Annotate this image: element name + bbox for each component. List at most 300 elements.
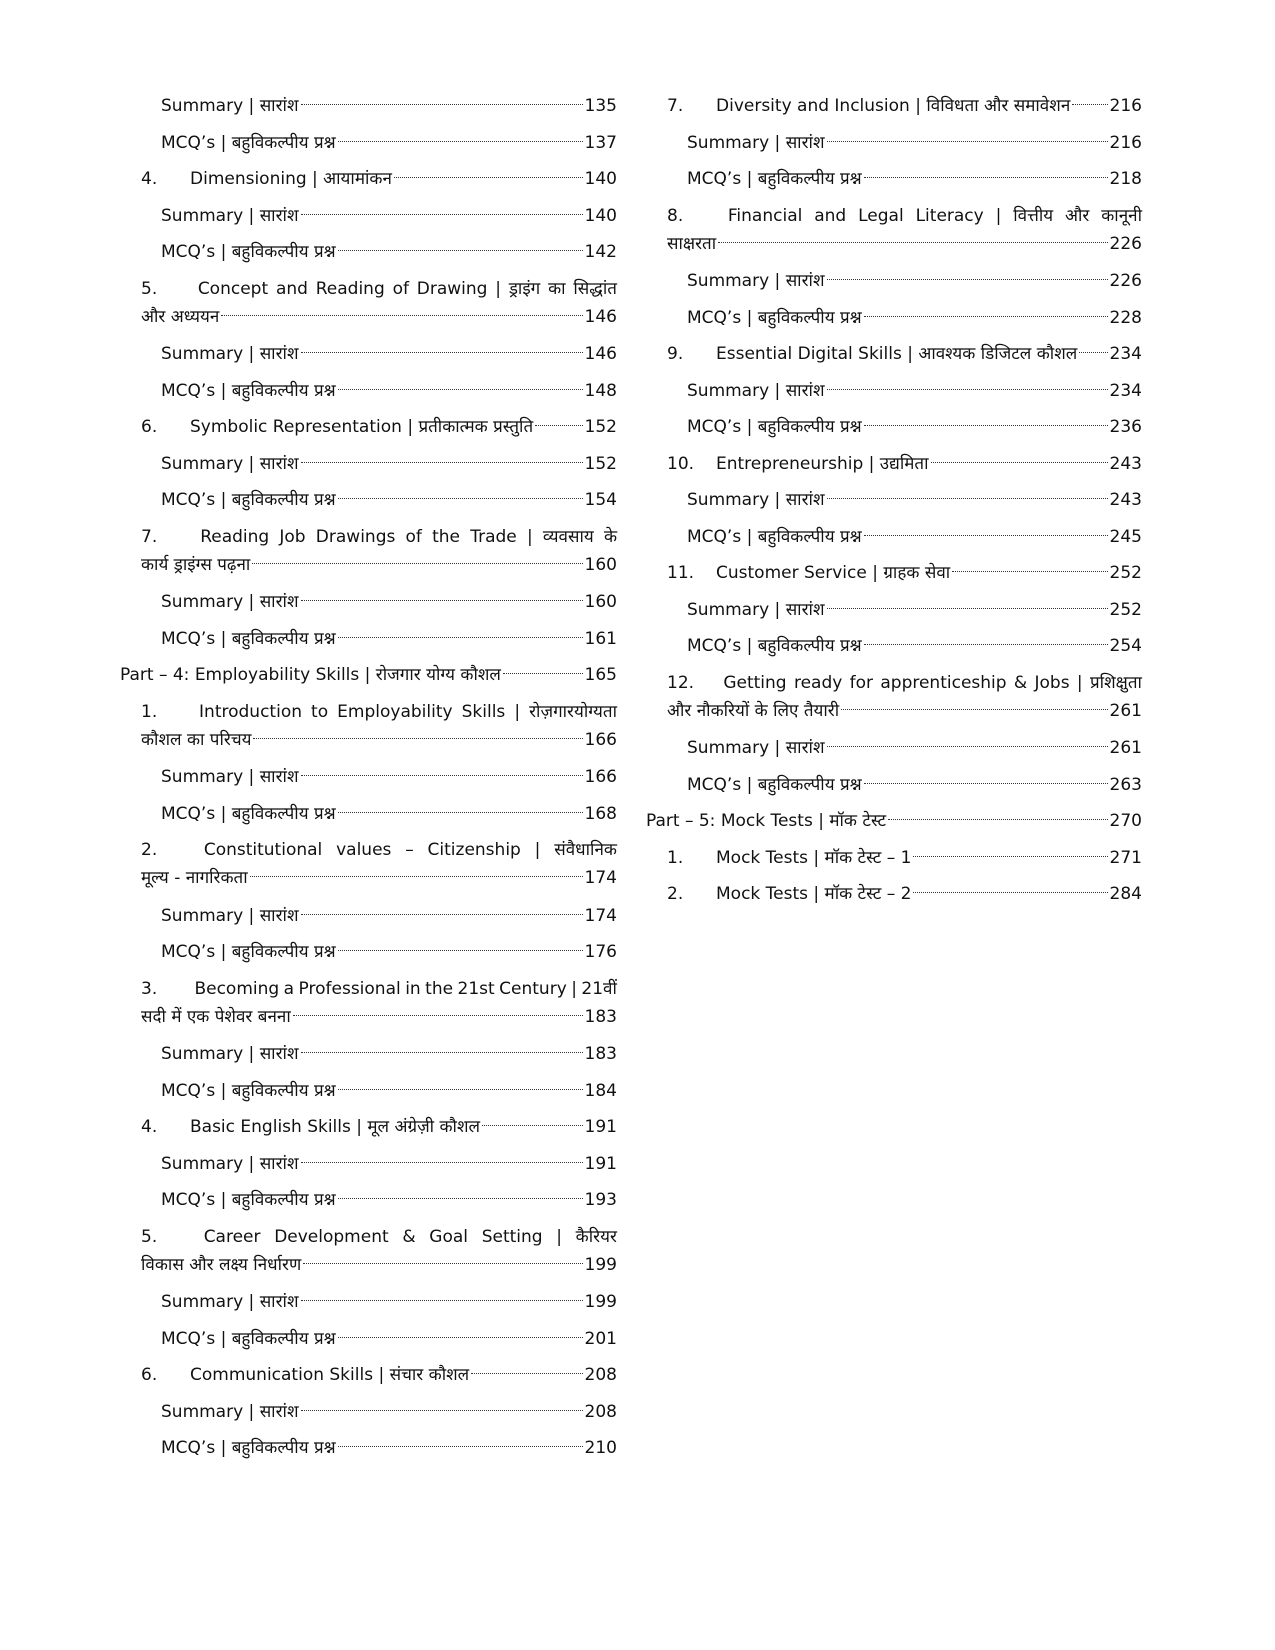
toc-entry-row [687, 377, 1142, 405]
page-number: 142 [584, 242, 617, 262]
toc-entry-row [667, 559, 1142, 587]
page-number: 183 [584, 1044, 617, 1064]
dot-leader [931, 462, 1108, 463]
title-word: सिद्धांत [573, 278, 617, 299]
toc-entry-line2 [141, 726, 617, 754]
entry-title: MCQ’s | बहुविकल्पीय प्रश्न [161, 1438, 336, 1458]
page-number: 208 [584, 1365, 617, 1385]
title-word: of [392, 278, 409, 299]
entry-title: Diversity and Inclusion | विविधता और समावेशन [716, 96, 1071, 116]
title-word: Drawing [416, 278, 488, 299]
dot-leader [338, 950, 583, 951]
title-word: for [849, 672, 874, 693]
title-word: | [534, 840, 541, 860]
title-word: प्रशिक्षुता [1090, 672, 1142, 693]
entry-lead [161, 588, 299, 616]
toc-entry-chapter[interactable] [120, 165, 617, 193]
title-word: Financial [727, 205, 803, 226]
toc-entry-sub[interactable] [646, 413, 1142, 441]
toc-entry-sub[interactable] [120, 1186, 617, 1214]
toc-entry-row [161, 450, 617, 478]
dot-leader [252, 563, 582, 564]
title-word: Jobs [1034, 672, 1070, 693]
title-word: Constitutional [203, 840, 323, 860]
toc-entry-row [161, 1150, 617, 1178]
toc-entry-sub[interactable] [120, 129, 617, 157]
title-word: Setting [481, 1226, 543, 1247]
entry-title: Symbolic Representation | प्रतीकात्मक प्रस्तुति [190, 417, 534, 437]
toc-entry-part[interactable] [646, 807, 1142, 835]
entry-lead [161, 129, 336, 157]
title-word: का [548, 278, 566, 299]
entry-lead [687, 771, 862, 799]
toc-entry-sub[interactable] [646, 771, 1142, 799]
toc-entry-row [687, 596, 1142, 624]
page-number: 146 [584, 306, 617, 327]
page-number: 191 [584, 1153, 617, 1174]
title-word: कैरियर [575, 1226, 617, 1247]
chapter-number: 2. [141, 840, 158, 860]
toc-entry-chapter[interactable] [120, 975, 617, 1031]
page-number: 160 [584, 554, 617, 575]
dot-leader [864, 644, 1108, 645]
title-word: Trade [470, 526, 517, 547]
entry-title-cont: सदी में एक पेशेवर बनना [141, 1006, 291, 1027]
dot-leader [482, 1125, 583, 1126]
entry-title: Part – 4: Employability Skills | रोजगार योग्य कौशल [120, 665, 501, 685]
entry-lead [161, 202, 299, 230]
toc-entry-line1 [141, 275, 617, 303]
page-number: 284 [1109, 884, 1142, 904]
page-number: 201 [584, 1328, 617, 1349]
dot-leader [301, 214, 583, 215]
toc-entry-row [687, 267, 1142, 295]
chapter-number: 6. [141, 417, 158, 437]
entry-title: MCQ’s | बहुविकल्पीय प्रश्न [687, 774, 862, 795]
chapter-number: 2. [667, 884, 684, 904]
entry-title: Summary | सारांश [161, 1153, 299, 1174]
toc-entry-row [687, 413, 1142, 441]
entry-lead [120, 661, 501, 689]
dot-leader [301, 914, 583, 915]
title-word: और [1065, 205, 1090, 226]
page-number: 252 [1109, 563, 1142, 583]
dot-leader [827, 608, 1108, 609]
toc-entry-chapter[interactable] [120, 1361, 617, 1389]
entry-title: Part – 5: Mock Tests | मॉक टेस्ट [646, 811, 887, 831]
page-number: 154 [584, 490, 617, 510]
title-word: Job [279, 526, 306, 547]
toc-entry-row [687, 304, 1142, 332]
toc-entry-chapter[interactable] [646, 450, 1142, 478]
entry-lead [687, 267, 825, 295]
entry-title: MCQ’s | बहुविकल्पीय प्रश्न [161, 1080, 336, 1101]
toc-entry-line1 [667, 202, 1142, 230]
dot-leader [864, 535, 1108, 536]
page-number: 228 [1109, 307, 1142, 328]
entry-title: Entrepreneurship | उद्यमिता [716, 453, 929, 474]
entry-lead [161, 1325, 336, 1353]
entry-title: MCQ’s | बहुविकल्पीय प्रश्न [687, 307, 862, 328]
title-word: the [432, 526, 461, 547]
dot-leader [301, 600, 583, 601]
entry-lead [687, 413, 862, 441]
toc-entry-line2 [141, 864, 617, 892]
toc-entry-sub[interactable] [120, 763, 617, 791]
toc-entry-sub[interactable] [120, 1077, 617, 1105]
dot-leader [221, 315, 582, 316]
entry-lead [687, 734, 825, 762]
toc-entry-sub[interactable] [646, 596, 1142, 624]
toc-entry-sub[interactable] [120, 202, 617, 230]
page-number: 270 [1109, 811, 1142, 831]
dot-leader [338, 637, 583, 638]
entry-lead [161, 1186, 336, 1214]
page-number: 191 [584, 1117, 617, 1137]
dot-leader [913, 856, 1107, 857]
entry-lead [687, 129, 825, 157]
toc-entry-sub[interactable] [120, 588, 617, 616]
title-word: Career [203, 1226, 261, 1247]
title-word: Drawings [315, 526, 396, 547]
entry-title: MCQ’s | बहुविकल्पीय प्रश्न [687, 169, 862, 189]
entry-title: Summary | सारांश [161, 96, 299, 116]
toc-entry-line2 [667, 697, 1142, 725]
toc-entry-row [161, 1077, 617, 1105]
toc-entry-chapter[interactable] [120, 1113, 617, 1141]
toc-entry-sub[interactable] [646, 523, 1142, 551]
toc-entry-row [687, 129, 1142, 157]
page-number: 160 [584, 592, 617, 612]
dot-leader [471, 1373, 582, 1374]
entry-title: Summary | सारांश [161, 344, 299, 364]
toc-entry-row [667, 92, 1142, 120]
entry-title-cont: विकास और लक्ष्य निर्धारण [141, 1254, 302, 1275]
entry-title: Summary | सारांश [161, 592, 299, 612]
page-number: 184 [584, 1080, 617, 1101]
toc-entry-sub[interactable] [120, 800, 617, 828]
toc-entry-row [687, 632, 1142, 660]
toc-entry-chapter[interactable] [120, 275, 617, 331]
entry-title-cont: कौशल का परिचय [141, 729, 252, 750]
entry-title: MCQ’s | बहुविकल्पीय प्रश्न [687, 636, 862, 656]
page-number: 245 [1109, 526, 1142, 547]
title-word: Professional [298, 978, 401, 999]
entry-title: MCQ’s | बहुविकल्पीय प्रश्न [161, 942, 336, 962]
dot-leader [841, 709, 1107, 710]
chapter-number: 7. [667, 96, 684, 116]
toc-entry-sub[interactable] [120, 377, 617, 405]
title-word: संवैधानिक [554, 840, 617, 860]
toc-entry-chapter[interactable] [120, 1223, 617, 1279]
entry-title: Mock Tests | मॉक टेस्ट – 1 [716, 847, 912, 868]
entry-title: Customer Service | ग्राहक सेवा [716, 563, 951, 583]
entry-lead [161, 1077, 336, 1105]
toc-entry-row [161, 800, 617, 828]
dot-leader [503, 673, 583, 674]
entry-title-cont: साक्षरता [667, 233, 717, 254]
toc-entry-sub[interactable] [646, 734, 1142, 762]
toc-entry-row [161, 486, 617, 514]
entry-title: Summary | सारांश [687, 599, 825, 620]
title-word: | [556, 1226, 562, 1247]
toc-entry-row [667, 880, 1142, 908]
entry-title-cont: कार्य ड्राइंग्स पढ़ना [141, 554, 251, 575]
page-number: 166 [584, 729, 617, 750]
toc-entry-row [141, 165, 617, 193]
dot-leader [827, 141, 1108, 142]
toc-entry-sub[interactable] [120, 625, 617, 653]
chapter-number: 1. [141, 701, 158, 722]
title-word: and [814, 205, 847, 226]
entry-lead [161, 238, 336, 266]
toc-entry-sub[interactable] [120, 938, 617, 966]
toc-column-right [646, 92, 1142, 917]
toc-entry-sub[interactable] [646, 267, 1142, 295]
toc-entry-chapter[interactable] [646, 92, 1142, 120]
toc-entry-sub[interactable] [120, 238, 617, 266]
entry-lead [667, 450, 929, 478]
toc-entry-sub[interactable] [120, 1434, 617, 1462]
toc-entry-chapter[interactable] [646, 669, 1142, 725]
entry-title: MCQ’s | बहुविकल्पीय प्रश्न [161, 132, 336, 153]
entry-title: MCQ’s | बहुविकल्पीय प्रश्न [161, 242, 336, 262]
entry-lead [687, 377, 825, 405]
title-word: a [283, 978, 295, 999]
toc-entry-line2 [141, 551, 617, 579]
toc-entry-part[interactable] [120, 661, 617, 689]
entry-lead [687, 486, 825, 514]
chapter-number: 5. [141, 1226, 158, 1247]
toc-entry-row [667, 340, 1142, 368]
title-word: Skills [461, 701, 506, 722]
chapter-number: 8. [667, 205, 684, 226]
toc-entry-row [161, 902, 617, 930]
page-number: 135 [584, 96, 617, 116]
page-number: 176 [584, 942, 617, 962]
page-number: 148 [584, 380, 617, 401]
toc-entry-sub[interactable] [120, 1040, 617, 1068]
entry-title: MCQ’s | बहुविकल्पीय प्रश्न [161, 803, 336, 824]
title-word: values [336, 840, 392, 860]
entry-title: Summary | सारांश [161, 1292, 299, 1312]
toc-entry-line1 [141, 836, 617, 864]
entry-lead [161, 1434, 336, 1462]
page-number: 168 [584, 803, 617, 824]
toc-entry-row [161, 625, 617, 653]
toc-entry-chapter[interactable] [120, 523, 617, 579]
entry-title: Dimensioning | आयामांकन [190, 169, 392, 189]
entry-lead [667, 92, 1070, 120]
entry-title: MCQ’s | बहुविकल्पीय प्रश्न [161, 1328, 336, 1349]
page-number: 236 [1109, 417, 1142, 437]
toc-entry-line1 [667, 669, 1142, 697]
dot-leader [718, 242, 1107, 243]
toc-entry-line1 [141, 523, 617, 551]
title-word: Reading [315, 278, 385, 299]
title-word: Development [274, 1226, 389, 1247]
toc-entry-row [161, 129, 617, 157]
toc-entry-sub[interactable] [646, 129, 1142, 157]
toc-entry-row [161, 1288, 617, 1316]
entry-title: MCQ’s | बहुविकल्पीय प्रश्न [161, 380, 336, 401]
toc-entry-sub[interactable] [646, 377, 1142, 405]
chapter-number: 1. [667, 847, 684, 868]
title-word: Getting [723, 672, 787, 693]
page-number: 152 [584, 453, 617, 474]
page-number: 137 [584, 132, 617, 153]
toc-entry-sub[interactable] [646, 632, 1142, 660]
entry-title-cont: और नौकरियों के लिए तैयारी [667, 700, 840, 721]
page-number: 174 [584, 905, 617, 926]
title-word: | [495, 278, 502, 299]
dot-leader [338, 389, 583, 390]
page-number: 243 [1109, 453, 1142, 474]
entry-lead [161, 450, 299, 478]
dot-leader [301, 1162, 583, 1163]
toc-entry-chapter[interactable] [646, 559, 1142, 587]
title-word: of [405, 526, 422, 547]
entry-title: Summary | सारांश [161, 1401, 299, 1422]
entry-lead [161, 340, 299, 368]
toc-entry-row [667, 450, 1142, 478]
title-word: | [1076, 672, 1083, 693]
toc-entry-chapter[interactable] [120, 698, 617, 754]
title-word: रोज़गारयोग्यता [529, 701, 617, 722]
toc-entry-row [687, 486, 1142, 514]
dot-leader [827, 389, 1108, 390]
entry-lead [161, 1288, 299, 1316]
entry-lead [161, 377, 336, 405]
chapter-number: 3. [141, 978, 158, 999]
toc-entry-line1 [141, 698, 617, 726]
entry-title: Summary | सारांश [687, 738, 825, 758]
title-word: & [1013, 672, 1028, 693]
toc-entry-chapter[interactable] [646, 202, 1142, 258]
toc-entry-sub[interactable] [120, 1288, 617, 1316]
entry-lead [161, 902, 299, 930]
page-number: 234 [1109, 380, 1142, 401]
entry-lead [161, 763, 299, 791]
toc-entry-sub[interactable] [120, 92, 617, 120]
dot-leader [301, 352, 583, 353]
dot-leader [301, 104, 583, 105]
dot-leader [338, 498, 583, 499]
toc-entry-sub[interactable] [120, 486, 617, 514]
entry-lead [687, 304, 862, 332]
dot-leader [338, 1198, 583, 1199]
page-number: 254 [1109, 636, 1142, 656]
toc-entry-row [141, 413, 617, 441]
toc-entry-row [667, 844, 1142, 872]
dot-leader [535, 425, 582, 426]
title-word: and [275, 278, 308, 299]
page-number: 146 [584, 344, 617, 364]
toc-entry-chapter[interactable] [646, 340, 1142, 368]
entry-title: MCQ’s | बहुविकल्पीय प्रश्न [161, 490, 336, 510]
toc-entry-chapter[interactable] [646, 844, 1142, 872]
toc-entry-chapter[interactable] [120, 836, 617, 892]
toc-entry-row [161, 1186, 617, 1214]
entry-lead [667, 880, 911, 908]
toc-entry-sub[interactable] [120, 1325, 617, 1353]
page-number: 226 [1109, 233, 1142, 254]
entry-title: Summary | सारांश [687, 132, 825, 153]
toc-entry-chapter[interactable] [120, 413, 617, 441]
dot-leader [864, 316, 1108, 317]
page-number: 216 [1109, 132, 1142, 153]
toc-entry-sub[interactable] [120, 1150, 617, 1178]
entry-title: Communication Skills | संचार कौशल [190, 1365, 470, 1385]
entry-lead [161, 1040, 299, 1068]
dot-leader [338, 1337, 583, 1338]
title-word: | [514, 701, 521, 722]
page-number: 210 [584, 1438, 617, 1458]
title-word: Reading [200, 526, 270, 547]
dot-leader [338, 1446, 583, 1447]
entry-lead [667, 559, 950, 587]
entry-title: Summary | सारांश [161, 1044, 299, 1064]
entry-title: Summary | सारांश [687, 380, 825, 401]
page-number: 174 [584, 868, 617, 888]
toc-entry-row [161, 1040, 617, 1068]
page-number: 199 [584, 1254, 617, 1275]
dot-leader [301, 775, 583, 776]
dot-leader [303, 1263, 582, 1264]
toc-entry-sub[interactable] [120, 1398, 617, 1426]
toc-entry-row [120, 661, 617, 689]
page-number: 226 [1109, 271, 1142, 291]
dot-leader [913, 892, 1107, 893]
title-word: Employability [337, 701, 453, 722]
toc-entry-sub[interactable] [646, 304, 1142, 332]
chapter-number: 4. [141, 1117, 158, 1137]
toc-entry-sub[interactable] [646, 165, 1142, 193]
page-number: 199 [584, 1292, 617, 1312]
toc-entry-sub[interactable] [120, 340, 617, 368]
dot-leader [338, 1089, 583, 1090]
toc-entry-chapter[interactable] [646, 880, 1142, 908]
toc-entry-sub[interactable] [646, 486, 1142, 514]
dot-leader [250, 876, 583, 877]
chapter-number: 5. [141, 278, 158, 299]
page-number: 263 [1109, 774, 1142, 795]
dot-leader [293, 1015, 583, 1016]
toc-entry-line2 [141, 303, 617, 331]
entry-lead [161, 800, 336, 828]
chapter-number: 9. [667, 344, 684, 364]
toc-entry-sub[interactable] [120, 450, 617, 478]
page-number: 218 [1109, 169, 1142, 189]
entry-title: Mock Tests | मॉक टेस्ट – 2 [716, 884, 912, 904]
toc-entry-sub[interactable] [120, 902, 617, 930]
toc-entry-line2 [141, 1003, 617, 1031]
page-number: 261 [1109, 738, 1142, 758]
entry-title: Summary | सारांश [687, 490, 825, 510]
toc-entry-line1 [141, 975, 617, 1003]
entry-title: MCQ’s | बहुविकल्पीय प्रश्न [161, 1190, 336, 1210]
toc-entry-row [161, 92, 617, 120]
toc-entry-row [161, 340, 617, 368]
dot-leader [301, 1410, 583, 1411]
toc-entry-row [161, 588, 617, 616]
dot-leader [1072, 104, 1107, 105]
title-word: 21वीं [581, 978, 617, 999]
entry-title: Essential Digital Skills | आवश्यक डिजिटल कौशल [716, 344, 1078, 364]
title-word: ready [793, 672, 843, 693]
title-word: & [402, 1226, 416, 1247]
page-number: 216 [1109, 96, 1142, 116]
